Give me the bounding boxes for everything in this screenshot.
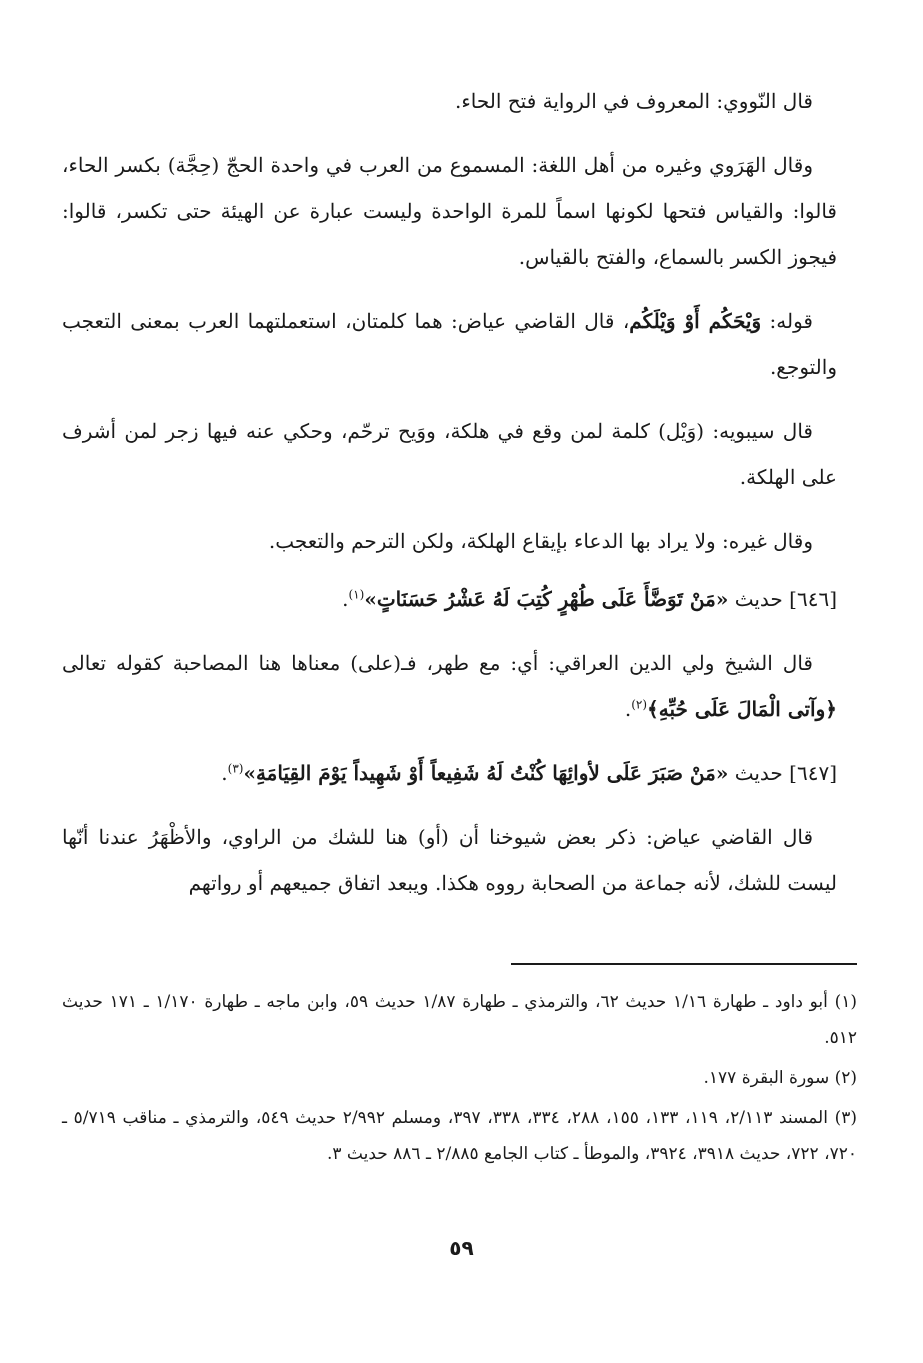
main-text xyxy=(62,78,837,924)
paragraph-iraqi: قال الشيخ ولي الدين العراقي: أي: مع طهر، فـ(على) معناها هنا المصاحبة كقوله تعالى ﴿وآتى الْمَالَ عَلَى حُبِّهِ﴾$^{(٢)}$. xyxy=(62,651,837,721)
footnote-2: (٢) سورة البقرة ١٧٧. xyxy=(703,1068,857,1088)
paragraph-harawi: وقال الهَرَوي وغيره من أهل اللغة: المسموع من العرب في واحدة الحجّ (حِجَّة) بكسر الحاء، قالوا: والقياس فتحها لكونها اسماً للمرة الواحدة وليست عبارة عن الهيئة حتى تكسر، قالوا: فيجوز الكسر بالسماع، والفتح بالقياس. xyxy=(62,153,837,269)
footnote-3: (٣) المسند ٢/١١٣، ١١٩، ١٣٣، ١٥٥، ٢٨٨، ٣٣٤، ٣٣٨، ٣٩٧، ومسلم ٢/٩٩٢ حديث ٥٤٩، والترمذي ـ مناقب ٥/٧١٩ ـ ٧٢٠، ٧٢٢، حديث ٣٩١٨، ٣٩٢٤، والموطأ ـ كتاب الجامع ٢/٨٨٥ ـ ٨٨٦ حديث ٣. xyxy=(62,1108,858,1164)
hadith-646: [٦٤٦] حديث «مَنْ تَوَضَّأَ عَلَى طُهْرٍ كُتِبَ لَهُ عَشْرُ حَسَنَاتٍ»$^{(١)}$. xyxy=(342,587,837,611)
footnotes xyxy=(62,984,857,1176)
page-number: ٥٩ xyxy=(449,1236,474,1260)
footnote-ref-3[interactable]: (٣) xyxy=(227,761,244,776)
hadith-text: «مَنْ صَبَرَ عَلَى لأوائِهَا كُنْتُ لَهُ شَفِيعاً أَوْ شَهِيداً يَوْمَ القِيَامَةِ» xyxy=(243,761,729,785)
paragraph-wayhakum-rest: ، قال القاضي عياض: هما كلمتان، استعملتهما العرب بمعنى التعجب والتوجع. xyxy=(62,309,837,379)
paragraph-iraqi-text: قال الشيخ ولي الدين العراقي: أي: مع طهر، فـ(على) معناها هنا المصاحبة كقوله تعالى xyxy=(62,651,813,675)
paragraph-iyad: قال القاضي عياض: ذكر بعض شيوخنا أن (أو) هنا للشك من الراوي، والأظْهَرُ عندنا أنّها ليست للشك، لأنه جماعة من الصحابة رووه هكذا. ويبعد اتفاق جميعهم أو رواتهم xyxy=(62,825,837,895)
hadith-number: [٦٤٧] xyxy=(789,761,837,785)
paragraph-wayhakum xyxy=(62,298,837,390)
quran-verse: ﴿وآتى الْمَالَ عَلَى حُبِّهِ﴾ xyxy=(647,697,837,721)
quoted-phrase: وَيْحَكُم أَوْ وَيْلَكُم xyxy=(629,309,762,333)
footnote-ref-2[interactable]: (٢) xyxy=(631,697,648,712)
hadith-647: [٦٤٧] حديث «مَنْ صَبَرَ عَلَى لأوائِهَا كُنْتُ لَهُ شَفِيعاً أَوْ شَهِيداً يَوْمَ القِيَامَةِ»$^{(٣)}$. xyxy=(221,761,837,785)
footnote-1: (١) أبو داود ـ طهارة ١/١٦ حديث ٦٢، والترمذي ـ طهارة ١/٨٧ حديث ٥٩، وابن ماجه ـ طهارة ١/١٧٠ ـ ١٧١ حديث ٥١٢. xyxy=(62,992,858,1048)
paragraph-sibawayh: قال سيبويه: (وَيْل) كلمة لمن وقع في هلكة، ووَيح ترحّم، وحكي عنه فيها زجر لمن أشرف على الهلكة. xyxy=(62,419,837,489)
hadith-text: «مَنْ تَوَضَّأَ عَلَى طُهْرٍ كُتِبَ لَهُ عَشْرُ حَسَنَاتٍ» xyxy=(364,587,729,611)
hadith-label: حديث xyxy=(728,761,790,785)
paragraph-nawawi: قال النّووي: المعروف في الرواية فتح الحاء. xyxy=(454,89,813,113)
paragraph-wayhakum-prefix: قوله: xyxy=(761,309,813,333)
hadith-label: حديث xyxy=(728,587,790,611)
hadith-number: [٦٤٦] xyxy=(789,587,837,611)
footnote-divider xyxy=(511,963,857,965)
footnote-ref-1[interactable]: (١) xyxy=(348,587,365,602)
paragraph-other: وقال غيره: ولا يراد بها الدعاء بإيقاع الهلكة، ولكن الترحم والتعجب. xyxy=(268,529,813,553)
